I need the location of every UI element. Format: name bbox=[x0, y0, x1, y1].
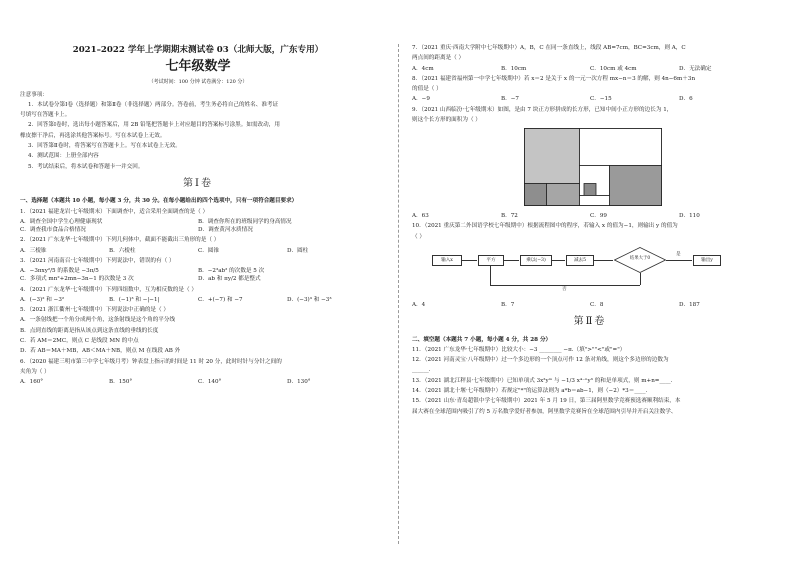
q8-option-d: D．6 bbox=[679, 96, 693, 103]
question-15-cont: 届大赛在全球范围内吸引了约 5 万名数学爱好者参加，阿里数学竞赛旨在全球范围内引导并开启关注数学、 bbox=[412, 408, 677, 415]
flow-arrow bbox=[461, 260, 477, 261]
section1-instructions: 一、选择题（本题共 10 小题，每小题 3 分，共 30 分。在每小题给出的四个选项中，只有一项符合题目要求） bbox=[20, 198, 298, 205]
rectangle-squares-figure bbox=[524, 128, 662, 206]
q6-options bbox=[20, 378, 376, 386]
note-line: 5．考试结束后，将本试卷和答题卡一并交回。 bbox=[28, 163, 144, 170]
q2-option-c: C．圆锥 bbox=[198, 247, 220, 254]
q4-options bbox=[20, 296, 376, 304]
q8-option-a: A．−9 bbox=[412, 96, 430, 103]
question-12-cont: ______. bbox=[412, 367, 431, 374]
left-column bbox=[20, 44, 376, 389]
question-10-cont: （ ） bbox=[412, 233, 425, 240]
square-bottom-left bbox=[525, 184, 547, 206]
exam-meta: （考试时间：100 分钟 试卷满分：120 分） bbox=[148, 79, 248, 86]
note-line: 号填写在答题卡上。 bbox=[20, 112, 71, 119]
q8-option-c: C．−15 bbox=[590, 96, 612, 103]
q8-option-b: B．−7 bbox=[501, 96, 519, 103]
q3-option-c: C．多项式 mn²+2mn−3n−1 的次数是 3 次 bbox=[20, 276, 134, 283]
question-7-cont: 两点间的距离是（ ） bbox=[412, 55, 465, 62]
flow-output-box: 输出y bbox=[693, 255, 721, 266]
section2-instructions: 二、填空题（本题共 7 小题，每小题 4 分，共 28 分） bbox=[412, 336, 552, 343]
q9-option-d: D．110 bbox=[679, 213, 700, 220]
q6-option-c: C．140° bbox=[198, 379, 222, 386]
column-divider bbox=[398, 44, 399, 544]
question-1: 1．（2021 福建龙岩·七年级期末）下面调查中，适合采用全面调查的是（ ） bbox=[20, 208, 209, 215]
question-4: 4．（2021 广东龙华·七年级期中）下列四组数中，互为相反数的是（ ） bbox=[20, 286, 197, 293]
q7-option-a: A．4cm bbox=[412, 65, 434, 72]
q1-option-a: A．调查全国中学生心理健康现状 bbox=[20, 218, 103, 225]
q9-option-c: C．99 bbox=[590, 213, 607, 220]
square-bottom-center bbox=[580, 196, 610, 206]
flow-input-box: 输入x bbox=[432, 255, 462, 266]
flow-square-box: 平方 bbox=[478, 255, 504, 266]
question-3: 3．（2021 河南南召·七年级期中）下列说法中，错误的有（ ） bbox=[20, 257, 175, 264]
q1-option-d: D．调查黄河水质情况 bbox=[198, 226, 253, 233]
square-bottom-mid bbox=[547, 184, 580, 206]
flow-times-box: 乘以(−3) bbox=[520, 255, 552, 266]
question-9: 9．（2021 山西临汾·七年级期末）如图，是由 7 块正方形拼成的长方形，已知中间小正方形的边长为 1， bbox=[412, 106, 673, 113]
right-column bbox=[412, 44, 768, 418]
q4-option-c: C．+(−7) 和 −7 bbox=[198, 296, 243, 303]
question-9-cont: 则这个长方形的面积为（ ） bbox=[412, 117, 481, 124]
flow-yes-label: 是 bbox=[676, 251, 681, 257]
q5-option-d: D．若 AB＝MA＋MB，AB＜MA＋NB，则点 M 在线段 AB 外 bbox=[20, 348, 181, 355]
q2-option-d: D．圆柱 bbox=[287, 247, 309, 254]
flow-arrow bbox=[551, 260, 565, 261]
flow-no-label: 否 bbox=[562, 286, 567, 292]
q7-option-d: D．无法确定 bbox=[679, 65, 712, 72]
flow-condition-label: 结果大于0 bbox=[629, 255, 651, 261]
note-line: 3．回答第Ⅱ卷时，将答案写在答题卡上。写在本试卷上无效。 bbox=[28, 143, 181, 150]
q7-options bbox=[412, 65, 768, 73]
q2-option-a: A．三棱锥 bbox=[20, 247, 47, 254]
q4-option-d: D．(−3)³ 和 −3³ bbox=[287, 296, 332, 303]
subject-title: 七年级数学 bbox=[165, 59, 231, 75]
question-14: 14．（2021 湖北十堰·七年级期中）若规定"*"的运算法则为 a*b＝ab−1，则（−2）*3＝____. bbox=[412, 387, 648, 394]
q2-option-b: B．六棱柱 bbox=[109, 247, 136, 254]
question-2: 2．（2021 广东龙华·七年级期中）下列几何体中，截面不能截出三角形的是（ ） bbox=[20, 237, 220, 244]
part1-heading: 第Ⅰ卷 bbox=[183, 177, 213, 189]
square-right-gray bbox=[610, 166, 662, 206]
q8-options bbox=[412, 95, 768, 103]
flow-loop-back bbox=[490, 285, 640, 286]
square-top-right bbox=[580, 129, 662, 166]
question-6-cont: 夹角为（ ） bbox=[20, 368, 50, 375]
note-line: 1．本试卷分第Ⅰ卷（选择题）和第Ⅱ卷（非选择题）两部分。答卷前，考生务必将自己的姓名、准考证 bbox=[28, 101, 279, 108]
square-small-gray bbox=[584, 184, 596, 196]
question-12: 12．（2021 河南灵宝·八年级期中）过一个多边形的一个顶点可作 12 条对角线，则这个多边形的边数为 bbox=[412, 357, 669, 364]
note-line: 橡皮擦干净后，再选涂其他答案标号。写在本试卷上无效。 bbox=[20, 132, 166, 139]
q1-option-b: B．调查你所在的班级同学的身高情况 bbox=[198, 218, 292, 225]
question-10: 10．（2021 重庆第二外国语学校七年级期中）根据流程图中的程序，若输入 x 的值为−1，则输出 y 的值为 bbox=[412, 223, 678, 230]
q7-option-c: C．10cm 或 4cm bbox=[590, 65, 637, 72]
question-11: 11．（2021 广东龙华·七年级期中）比较大小：−3 ________ −π.（填">""<"或"="） bbox=[412, 346, 626, 353]
flow-loop-up bbox=[490, 265, 491, 285]
flowchart bbox=[432, 245, 762, 297]
question-5: 5．（2021 浙江衢州·七年级期中）下列说法中正确的是（ ） bbox=[20, 307, 169, 314]
question-8: 8．（2021 福建省福州第一中学七年级期中）若 x＝2 是关于 x 的一元一次方程 mx−n＝3 的解，则 4n−6m＋3n bbox=[412, 75, 696, 82]
q9-options bbox=[412, 212, 768, 220]
q3-options bbox=[20, 267, 376, 283]
question-7: 7．（2021 重庆·西南大学附中七年级期中）A，B，C 在同一条直线上，线段 AB=7cm，BC=3cm，则 A，C bbox=[412, 45, 686, 51]
q4-option-b: B．(−1)³ 和 −|−1| bbox=[109, 296, 160, 303]
question-8-cont: 的值是（ ） bbox=[412, 86, 442, 93]
q6-option-d: D．130° bbox=[287, 379, 311, 386]
note-line: 4．测试范围：上册全部内容 bbox=[28, 153, 99, 160]
q10-option-d: D．187 bbox=[679, 301, 700, 308]
square-large-gray bbox=[525, 129, 580, 184]
q10-option-a: A．4 bbox=[412, 301, 426, 308]
flow-arrow bbox=[593, 260, 613, 261]
question-6: 6．（2020 福建三明市第三中学七年级月考）钟表盘上指示的时间是 11 时 20 分，此时时针与分针之间的 bbox=[20, 358, 282, 365]
q5-option-a: A．一条射线把一个角分成两个角，这条射线是这个角的平分线 bbox=[20, 317, 176, 324]
q3-option-a: A．−3πxy²/5 的系数是 −3π/5 bbox=[20, 268, 99, 275]
q10-option-b: B．7 bbox=[501, 301, 515, 308]
flow-loop-down bbox=[640, 273, 641, 285]
q5-option-c: C．若 AM＝2MC，则点 C 是线段 MN 的中点 bbox=[20, 338, 139, 345]
q5-option-b: B．点到直线的距离是指从该点到这条直线的垂线的长度 bbox=[20, 327, 159, 334]
q1-option-c: C．调查我市食品合格情况 bbox=[20, 226, 86, 233]
q6-option-a: A．160° bbox=[20, 379, 44, 386]
note-line: 2．回答第Ⅰ卷时，选出每小题答案后，用 2B 铅笔把答题卡上对应题目的答案标号涂黑。如需改动，用 bbox=[28, 122, 280, 129]
q7-option-b: B．10cm bbox=[501, 65, 527, 72]
flow-arrow bbox=[503, 260, 519, 261]
q9-option-b: B．72 bbox=[501, 213, 518, 220]
notes-heading: 注意事项： bbox=[20, 91, 48, 98]
q1-options bbox=[20, 218, 376, 234]
part2-heading: 第Ⅱ卷 bbox=[573, 316, 607, 327]
q4-option-a: A．(−3)² 和 −3² bbox=[20, 296, 65, 303]
flow-minus-box: 减去5 bbox=[566, 255, 594, 266]
flow-arrow bbox=[666, 260, 692, 261]
q9-option-a: A．63 bbox=[412, 213, 429, 220]
q3-option-d: D．ab 和 πy/2 都是整式 bbox=[198, 276, 261, 283]
q2-options bbox=[20, 247, 376, 255]
q10-options bbox=[412, 301, 768, 309]
q6-option-b: B．150° bbox=[109, 379, 133, 386]
question-13: 13．（2021 湖北江秤县·七年级期中）已知单项式 3x²yᵐ 与 −1/3 x⁴⁻ⁿy³ 的和是单项式，则 m+n=____. bbox=[412, 377, 673, 384]
q10-option-c: C．8 bbox=[590, 301, 604, 308]
exam-title: 2021–2022 学年上学期期末测试卷 03（北师大版，广东专用） bbox=[72, 45, 324, 55]
question-15: 15．（2021 山东·青岛超银中学七年级期中）2021 年 5 月 19 日，第三届阿里数学竞赛预选赛顺利结束，本 bbox=[412, 398, 681, 405]
q3-option-b: B．−2³ab² 的次数是 5 次 bbox=[198, 268, 265, 275]
